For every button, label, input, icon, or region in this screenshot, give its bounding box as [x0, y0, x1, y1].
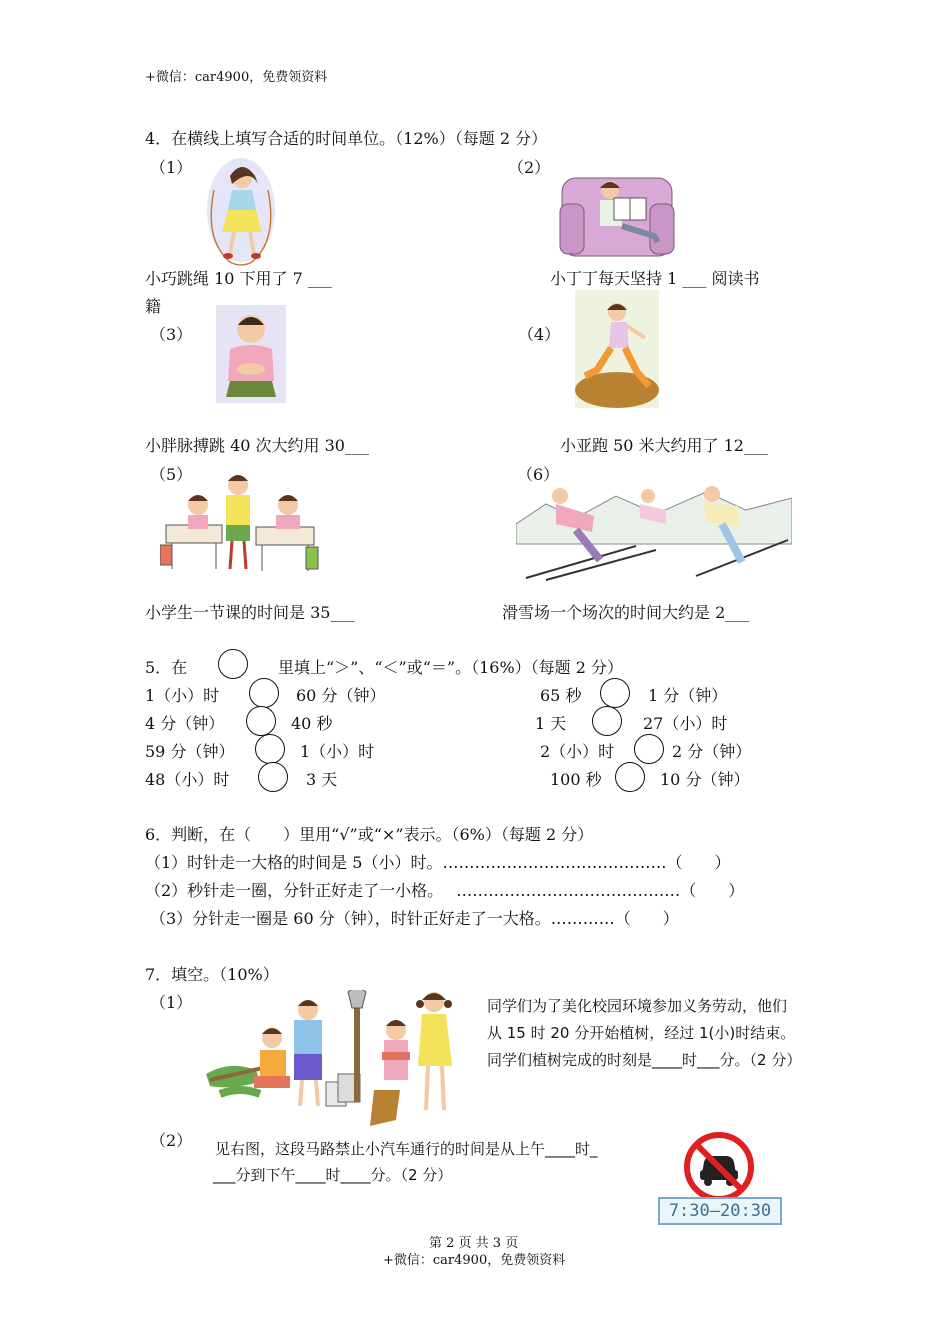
page-footer-note: +微信：car4900，免费领资料	[383, 1253, 566, 1268]
q5-row2-left-a: 4 分（钟）	[145, 714, 225, 733]
q5-row2-right-a: 40 秒	[291, 714, 333, 733]
q7-item1-number: （1）	[150, 993, 193, 1012]
q4-item1-text: 小巧跳绳 10 下用了 7 ___	[145, 269, 332, 288]
page-header: +微信：car4900，免费领资料	[145, 70, 328, 85]
q5-row4-circle-b[interactable]	[615, 762, 645, 792]
q5-row3-left-a: 59 分（钟）	[145, 742, 235, 761]
q5-row1-left-b: 65 秒	[540, 686, 582, 705]
q5-row2-circle-b[interactable]	[592, 706, 622, 736]
q4-item4-text: 小亚跑 50 米大约用了 12___	[560, 436, 768, 455]
q5-title-circle	[218, 649, 248, 679]
q6-title: 6．判断，在（ ）里用“√”或“×”表示。（6%）（每题 2 分）	[145, 825, 594, 844]
q5-title-part1: 5．在	[145, 658, 188, 677]
q4-item5-text: 小学生一节课的时间是 35___	[145, 603, 355, 622]
q4-item2-number: （2）	[508, 158, 551, 177]
children-planting-trees-illustration	[200, 990, 472, 1136]
q5-row1-right-b: 1 分（钟）	[648, 686, 728, 705]
q7-item1-text: 同学们为了美化校园环境参加义务劳动，他们从 15 时 20 分开始植树，经过 1(小)时结束。同学们植树完成的时刻是____时___分。（2 分）	[487, 997, 802, 1069]
no-cars-sign-icon	[682, 1130, 756, 1204]
q5-title-part2: 里填上“＞”、“＜”或“＝”。（16%）（每题 2 分）	[278, 658, 623, 677]
q5-row3-circle-a[interactable]	[255, 734, 285, 764]
q4-item3-number: （3）	[150, 325, 193, 344]
q5-row3-right-a: 1（小）时	[300, 742, 375, 761]
q5-row1-right-a: 60 分（钟）	[296, 686, 386, 705]
q4-item5-number: （5）	[150, 465, 193, 484]
boy-checking-pulse-illustration	[216, 305, 286, 403]
q7-item2-number: （2）	[150, 1131, 193, 1150]
q5-row4-circle-a[interactable]	[258, 762, 288, 792]
q6-item3: （3）分针走一圈是 60 分（钟），时针正好走了一大格。…………（ ）	[150, 909, 679, 928]
q5-row3-circle-b[interactable]	[634, 734, 664, 764]
q7-item2-line1: 见右图，这段马路禁止小汽车通行的时间是从上午____时_	[215, 1140, 598, 1158]
sign-time-range: 7:30—20:30	[658, 1197, 782, 1225]
q4-item6-text: 滑雪场一个场次的时间大约是 2___	[502, 603, 750, 622]
girl-jumping-rope-illustration	[200, 150, 282, 268]
q4-item2-text-continued: 籍	[145, 297, 162, 316]
q6-item1: （1）时针走一大格的时间是 5（小）时。……………………………………（ ）	[145, 853, 731, 872]
q7-title: 7．填空。（10%）	[145, 965, 279, 984]
q4-item3-text: 小胖脉搏跳 40 次大约用 30___	[145, 436, 369, 455]
q5-row2-left-b: 1 天	[535, 714, 567, 733]
q5-row1-left-a: 1（小）时	[145, 686, 220, 705]
q4-title: 4．在横线上填写合适的时间单位。（12%）（每题 2 分）	[145, 129, 548, 148]
q5-row4-left-b: 100 秒	[550, 770, 602, 789]
q5-row4-left-a: 48（小）时	[145, 770, 230, 789]
q5-row4-right-b: 10 分（钟）	[660, 770, 750, 789]
q5-row1-circle-b[interactable]	[600, 678, 630, 708]
q4-item4-number: （4）	[518, 325, 561, 344]
girl-running-illustration	[575, 290, 659, 408]
q5-row2-right-b: 27（小）时	[643, 714, 728, 733]
q7-item2-line2: ___分到下午____时____分。（2 分）	[213, 1166, 453, 1184]
q6-item2: （2）秒针走一圈，分针正好走了一小格。 ……………………………………（ ）	[145, 881, 745, 900]
q5-row2-circle-a[interactable]	[246, 706, 276, 736]
q5-row1-circle-a[interactable]	[249, 678, 279, 708]
classroom-students-illustration	[160, 465, 322, 575]
skiing-children-illustration	[516, 484, 792, 582]
q5-row3-right-b: 2 分（钟）	[672, 742, 752, 761]
q4-item2-text: 小丁丁每天坚持 1 ___ 阅读书	[550, 269, 760, 288]
q4-item1-number: （1）	[150, 158, 193, 177]
boy-reading-armchair-illustration	[558, 170, 676, 258]
q4-item6-number: （6）	[517, 465, 560, 484]
page-number: 第 2 页 共 3 页	[429, 1236, 519, 1251]
q5-row4-right-a: 3 天	[306, 770, 338, 789]
q5-row3-left-b: 2（小）时	[540, 742, 615, 761]
